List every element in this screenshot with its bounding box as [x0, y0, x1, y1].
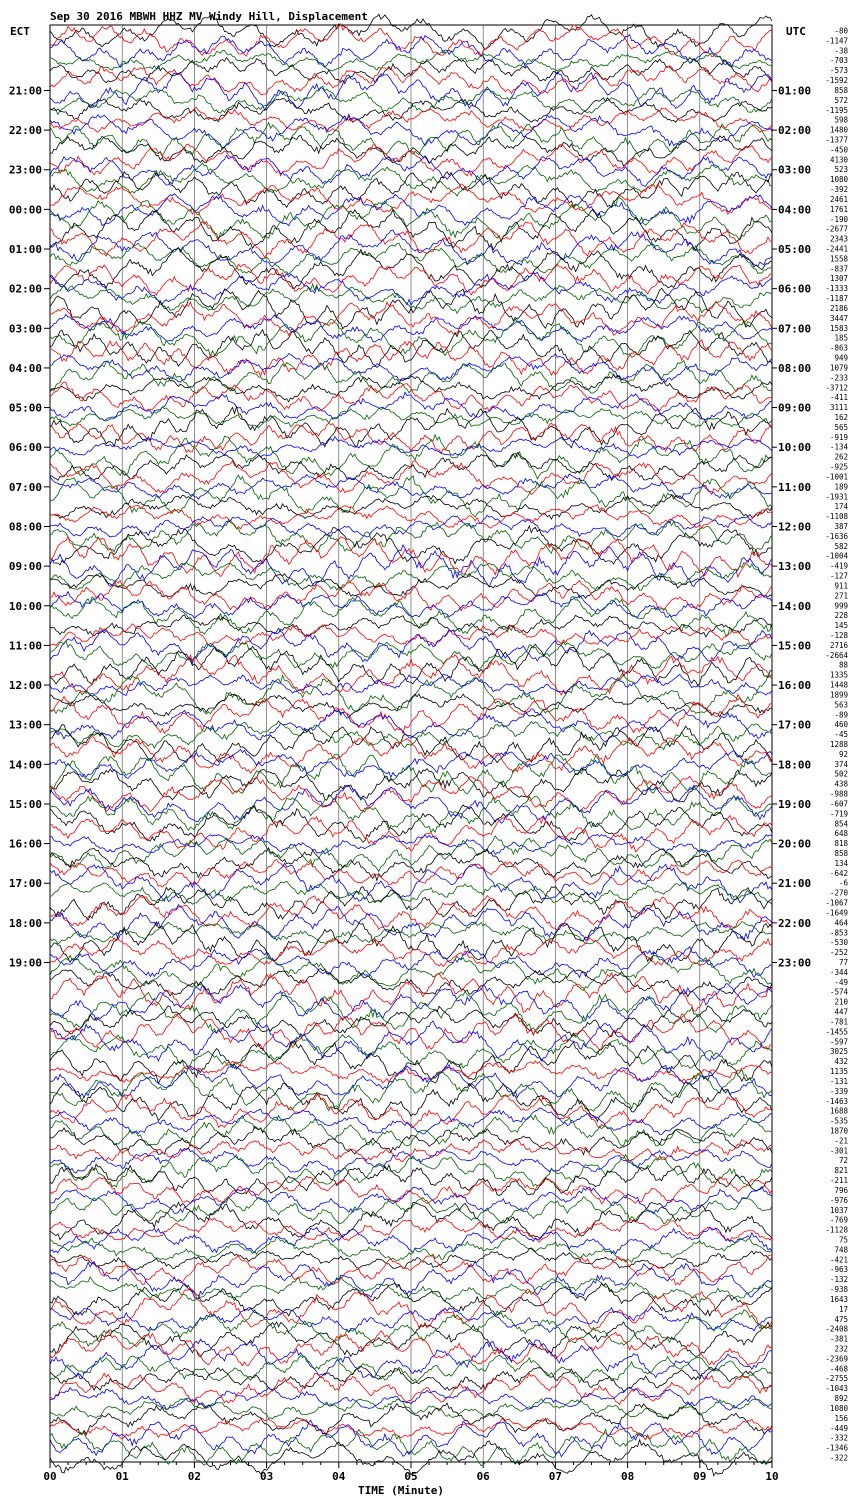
x-axis-label: TIME (Minute)	[357, 1484, 445, 1497]
trace-offset-label: -1455	[825, 1027, 848, 1037]
trace-offset-label: 134	[834, 858, 848, 868]
left-hour-label: 21:00	[8, 84, 42, 98]
trace-offset-label: -322	[829, 1453, 848, 1463]
trace-offset-label: 3025	[829, 1047, 848, 1057]
trace-offset-label: -976	[829, 1195, 848, 1205]
right-hour-label: 02:00	[778, 124, 812, 138]
trace-offset-label: 1480	[829, 125, 848, 135]
trace-offset-label: 262	[834, 452, 848, 462]
trace-offset-label: -421	[829, 1255, 848, 1265]
trace-offset-label: 1135	[829, 1067, 848, 1077]
trace-offset-label: 1448	[829, 680, 848, 690]
right-hour-label: 04:00	[778, 203, 812, 217]
trace-offset-label: -2677	[825, 224, 848, 234]
right-hour-label: 03:00	[778, 163, 812, 177]
trace-offset-label: -128	[829, 630, 848, 640]
left-hour-label: 09:00	[8, 560, 42, 574]
trace-offset-label: 156	[834, 1413, 848, 1423]
trace-offset-label: -6	[838, 878, 848, 888]
trace-offset-label: 75	[838, 1235, 848, 1245]
trace-offset-label: 2186	[829, 303, 848, 313]
left-hour-label: 23:00	[8, 163, 42, 177]
trace-offset-label: 77	[838, 958, 848, 968]
x-tick-label: 06	[476, 1470, 490, 1483]
trace-offset-label: 92	[838, 749, 848, 759]
trace-offset-label: -80	[834, 26, 848, 36]
trace-offset-label: -573	[829, 66, 848, 76]
right-hour-label: 12:00	[778, 520, 812, 534]
trace-offset-label: -1333	[825, 284, 848, 294]
trace-offset-label: -1067	[825, 898, 848, 908]
trace-offset-label: -574	[829, 987, 848, 997]
trace-offset-label: 1688	[829, 1106, 848, 1116]
right-hour-label: 21:00	[778, 877, 812, 891]
trace-offset-label: 17	[838, 1304, 848, 1314]
left-hour-label: 02:00	[8, 282, 42, 296]
left-timezone-label: ECT	[10, 25, 30, 38]
trace-offset-label: -449	[829, 1423, 848, 1433]
trace-offset-label: 1080	[829, 1403, 848, 1413]
left-hour-label: 17:00	[8, 877, 42, 891]
trace-offset-label: -919	[829, 432, 848, 442]
right-hour-label: 09:00	[778, 401, 812, 415]
left-hour-label: 06:00	[8, 441, 42, 455]
trace-offset-label: -963	[829, 1265, 848, 1275]
trace-offset-label: -381	[829, 1334, 848, 1344]
right-hour-label: 20:00	[778, 837, 812, 851]
trace-offset-label: 911	[834, 581, 848, 591]
trace-offset-label: -1001	[825, 472, 848, 482]
left-hour-label: 13:00	[8, 718, 42, 732]
trace-offset-label: -530	[829, 938, 848, 948]
trace-offset-label: -1649	[825, 908, 848, 918]
trace-offset-label: -38	[834, 46, 848, 56]
chart-title: Sep 30 2016 MBWH HHZ MV Windy Hill, Displacement	[50, 10, 368, 23]
trace-offset-label: 2716	[829, 640, 848, 650]
trace-offset-label: 1288	[829, 740, 848, 749]
left-hour-label: 03:00	[8, 322, 42, 336]
trace-offset-label: 2461	[829, 194, 848, 204]
trace-offset-label: 432	[834, 1057, 848, 1067]
trace-offset-label: 1899	[829, 690, 848, 700]
trace-offset-label: -703	[829, 56, 848, 66]
trace-offset-label: -1346	[825, 1443, 848, 1453]
trace-offset-label: -2441	[825, 244, 848, 254]
left-hour-label: 04:00	[8, 361, 42, 375]
trace-offset-label: 1335	[829, 670, 848, 680]
trace-offset-label: 892	[834, 1394, 848, 1404]
trace-offset-label: 189	[834, 482, 848, 492]
trace-offset-label: -411	[829, 393, 848, 403]
trace-offset-label: -211	[829, 1176, 848, 1186]
right-hour-label: 07:00	[778, 322, 812, 336]
left-hour-label: 07:00	[8, 480, 42, 494]
left-hour-label: 08:00	[8, 520, 42, 534]
trace-offset-label: 174	[834, 502, 848, 512]
trace-offset-label: -719	[829, 809, 848, 819]
left-hour-label: 12:00	[8, 679, 42, 693]
trace-offset-label: -2408	[825, 1324, 848, 1334]
trace-offset-label: 1870	[829, 1126, 848, 1136]
trace-offset-label: -2369	[825, 1354, 848, 1364]
trace-offset-label: 464	[834, 918, 848, 928]
right-hour-label: 17:00	[778, 718, 812, 732]
trace-offset-label: -1108	[825, 512, 848, 522]
trace-offset-label: 1643	[829, 1294, 848, 1304]
trace-offset-label: -3712	[825, 383, 848, 393]
right-hour-label: 05:00	[778, 243, 812, 257]
trace-offset-label: -134	[829, 442, 848, 452]
trace-offset-label: 598	[834, 115, 848, 125]
right-hour-label: 15:00	[778, 639, 812, 653]
left-hour-label: 10:00	[8, 599, 42, 613]
left-hour-label: 05:00	[8, 401, 42, 415]
x-tick-label: 10	[765, 1470, 779, 1483]
trace-offset-label: 387	[834, 521, 848, 531]
trace-offset-label: 1761	[829, 204, 848, 214]
trace-offset-label: 1583	[829, 323, 848, 333]
left-hour-label: 01:00	[8, 243, 42, 257]
trace-offset-label: -450	[829, 145, 848, 155]
trace-offset-label: -132	[829, 1275, 848, 1285]
trace-offset-label: 210	[834, 997, 848, 1007]
left-hour-label: 18:00	[8, 916, 42, 930]
trace-offset-label: 271	[834, 591, 848, 601]
trace-offset-label: -49	[834, 977, 848, 987]
trace-offset-label: -1377	[825, 135, 848, 145]
trace-offset-label: 3447	[829, 313, 848, 323]
trace-offset-label: -131	[829, 1076, 848, 1086]
trace-offset-label: -1147	[825, 36, 848, 46]
trace-offset-label: 858	[834, 85, 848, 95]
x-tick-label: 04	[332, 1470, 346, 1483]
trace-offset-label: -1636	[825, 531, 848, 541]
trace-offset-label: 821	[834, 1166, 848, 1176]
right-hour-label: 06:00	[778, 282, 812, 296]
trace-offset-label: -1931	[825, 492, 848, 502]
trace-offset-label: 1037	[829, 1205, 848, 1215]
trace-offset-label: 523	[834, 165, 848, 175]
left-hour-label: 14:00	[8, 758, 42, 772]
trace-offset-label: -1004	[825, 551, 848, 561]
x-tick-label: 08	[620, 1470, 635, 1483]
trace-offset-label: 460	[834, 720, 848, 730]
trace-offset-label: 502	[834, 769, 848, 779]
right-hour-label: 18:00	[778, 758, 812, 772]
right-timezone-label: UTC	[786, 25, 806, 38]
trace-offset-label: -89	[834, 710, 848, 720]
left-hour-label: 22:00	[8, 124, 42, 138]
trace-offset-label: -853	[829, 928, 848, 938]
trace-offset-label: 374	[834, 759, 848, 769]
trace-offset-label: 3111	[829, 403, 848, 413]
trace-offset-label: 748	[834, 1245, 848, 1255]
trace-offset-label: -392	[829, 185, 848, 195]
trace-offset-label: -535	[829, 1116, 848, 1126]
x-tick-label: 03	[259, 1470, 274, 1483]
trace-offset-label: 162	[834, 412, 848, 422]
trace-offset-label: -2664	[825, 650, 848, 660]
trace-offset-label: -1463	[825, 1096, 848, 1106]
trace-offset-label: 1558	[829, 254, 848, 264]
trace-offset-label: 572	[834, 95, 848, 105]
trace-offset-label: -127	[829, 571, 848, 581]
trace-offset-label: -863	[829, 343, 848, 353]
right-hour-label: 11:00	[778, 480, 812, 494]
right-hour-label: 22:00	[778, 916, 812, 930]
trace-offset-label: -988	[829, 789, 848, 799]
trace-offset-label: -252	[829, 948, 848, 958]
right-hour-label: 13:00	[778, 560, 812, 574]
trace-offset-label: 796	[834, 1185, 848, 1195]
trace-offset-label: 648	[834, 829, 848, 839]
trace-offset-label: -607	[829, 799, 848, 809]
trace-offset-label: -925	[829, 462, 848, 472]
trace-offset-label: 475	[834, 1314, 848, 1324]
trace-offset-label: -1187	[825, 294, 848, 304]
trace-offset-label: 447	[834, 1007, 848, 1017]
trace-offset-label: -1592	[825, 76, 848, 86]
trace-offset-label: -190	[829, 214, 848, 224]
right-hour-label: 10:00	[778, 441, 812, 455]
x-tick-label: 05	[404, 1470, 418, 1483]
trace-offset-label: 2343	[829, 234, 848, 244]
trace-offset-label: 565	[834, 422, 848, 432]
left-hour-label: 15:00	[8, 797, 42, 811]
trace-offset-label: 185	[834, 333, 848, 343]
right-hour-label: 01:00	[778, 84, 812, 98]
x-tick-label: 07	[548, 1470, 563, 1483]
trace-offset-label: -938	[829, 1285, 848, 1295]
trace-offset-label: -233	[829, 373, 848, 383]
trace-offset-label: -21	[834, 1136, 848, 1146]
left-hour-label: 00:00	[8, 203, 42, 217]
trace-offset-label: -468	[829, 1364, 848, 1374]
trace-offset-label: -837	[829, 264, 848, 274]
trace-offset-label: 1307	[829, 274, 848, 284]
trace-offset-label: 854	[834, 819, 848, 829]
trace-offset-label: -769	[829, 1215, 848, 1225]
x-tick-label: 00	[43, 1470, 57, 1483]
trace-offset-label: 563	[834, 700, 848, 710]
trace-offset-label: -339	[829, 1086, 848, 1096]
trace-offset-label: 145	[834, 621, 848, 631]
trace-offset-label: -642	[829, 868, 848, 878]
trace-offset-label: -1128	[825, 1225, 848, 1235]
trace-offset-label: 88	[838, 660, 848, 670]
trace-offset-label: 1079	[829, 363, 848, 373]
trace-offset-label: -781	[829, 1017, 848, 1027]
left-hour-label: 11:00	[8, 639, 42, 653]
right-hour-label: 14:00	[778, 599, 812, 613]
trace-offset-label: -419	[829, 561, 848, 571]
trace-offset-label: -2755	[825, 1374, 848, 1384]
x-tick-label: 01	[115, 1470, 129, 1483]
trace-offset-label: -1195	[825, 105, 848, 115]
trace-offset-label: 582	[834, 541, 848, 551]
trace-offset-label: -301	[829, 1146, 848, 1156]
trace-offset-label: 858	[834, 849, 848, 859]
left-hour-label: 19:00	[8, 956, 42, 970]
x-tick-label: 02	[187, 1470, 202, 1483]
trace-offset-label: 1080	[829, 175, 848, 185]
right-hour-label: 08:00	[778, 361, 812, 375]
trace-offset-label: 949	[834, 353, 848, 363]
trace-offset-label: 4130	[829, 155, 848, 165]
trace-offset-label: -332	[829, 1433, 848, 1443]
trace-offset-label: 232	[834, 1344, 848, 1354]
trace-offset-label: -270	[829, 888, 848, 898]
right-hour-label: 23:00	[778, 956, 812, 970]
trace-offset-label: -45	[834, 730, 848, 740]
left-hour-label: 16:00	[8, 837, 42, 851]
x-tick-label: 09	[693, 1470, 707, 1483]
trace-offset-label: 999	[834, 601, 848, 611]
trace-offset-label: 438	[834, 779, 848, 789]
trace-offset-label: 72	[838, 1156, 848, 1166]
trace-offset-label: -344	[829, 967, 848, 977]
right-hour-label: 16:00	[778, 679, 812, 693]
trace-offset-label: -597	[829, 1037, 848, 1047]
trace-offset-label: 818	[834, 839, 848, 849]
trace-offset-label: -1043	[825, 1384, 848, 1394]
right-hour-label: 19:00	[778, 797, 812, 811]
trace-offset-label: 228	[834, 611, 848, 621]
